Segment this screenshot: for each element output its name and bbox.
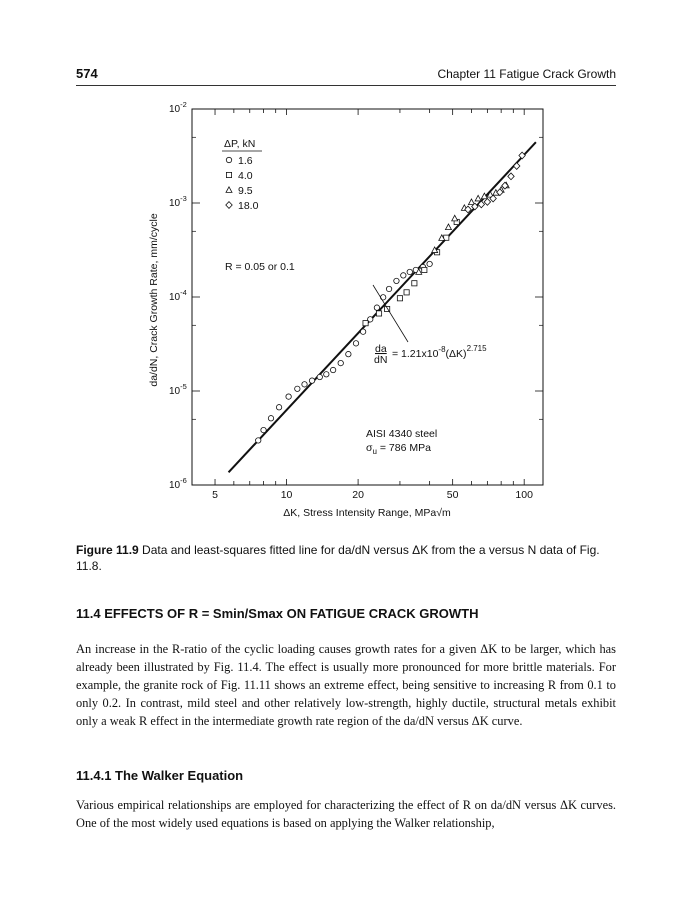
x-axis-label: ΔK, Stress Intensity Range, MPa√m: [283, 507, 451, 519]
data-point-circle: [374, 305, 379, 310]
data-point-circle: [256, 438, 261, 443]
data-point-circle: [324, 372, 329, 377]
y-tick-label: $10^{-2}$: [169, 100, 187, 115]
data-point-circle: [330, 367, 335, 372]
x-tick-label: 20: [352, 489, 364, 501]
legend-marker-triangle: [226, 187, 232, 193]
data-point-circle: [360, 329, 365, 334]
material-annotation: AISI 4340 steel: [366, 428, 438, 440]
fit-label-da: da: [375, 343, 387, 355]
data-point-circle: [268, 416, 273, 421]
chapter-title: Chapter 11 Fatigue Crack Growth: [437, 67, 616, 81]
y-axis-label: da/dN, Crack Growth Rate, mm/cycle: [148, 213, 160, 387]
data-point-square: [376, 311, 381, 316]
r-ratio-annotation: R = 0.05 or 0.1: [225, 261, 295, 273]
data-point-circle: [394, 278, 399, 283]
data-point-circle: [407, 269, 412, 274]
x-tick-label: 100: [515, 489, 533, 501]
strength-annotation: $\sigma_u = 786$ MPa: [366, 442, 431, 456]
y-tick-label: $10^{-4}$: [169, 288, 187, 303]
legend-label: 9.5: [238, 185, 253, 197]
x-axis-ticks: [192, 109, 533, 501]
page-number: 574: [76, 66, 98, 81]
y-tick-label: $10^{-5}$: [169, 382, 187, 397]
data-point-circle: [353, 341, 358, 346]
data-point-square: [397, 296, 402, 301]
data-point-square: [412, 281, 417, 286]
x-tick-label: 5: [212, 489, 218, 501]
data-point-circle: [338, 360, 343, 365]
x-tick-label: 50: [446, 489, 459, 501]
subsection-heading: 11.4.1 The Walker Equation: [76, 768, 244, 783]
data-point-circle: [309, 378, 314, 383]
y-tick-label: $10^{-3}$: [169, 194, 187, 209]
data-point-circle: [276, 405, 281, 410]
data-point-triangle: [445, 224, 451, 230]
data-point-circle: [401, 273, 406, 278]
legend-label: 1.6: [238, 155, 253, 167]
x-tick-label: 10: [280, 489, 293, 501]
data-point-circle: [302, 382, 307, 387]
section-heading: 11.4 EFFECTS OF R = Smin/Smax ON FATIGUE CRACK GROWTH: [76, 606, 479, 621]
legend-marker-diamond: [226, 202, 232, 209]
data-point-triangle: [468, 199, 474, 205]
subsection-paragraph: Various empirical relationships are employed for characterizing the effect of R on da/dN versus ΔK curves. One of the most widely used equations is based on applying the Walker relationship,: [76, 798, 616, 830]
section-paragraph: An increase in the R-ratio of the cyclic loading causes growth rates for a given ΔK to be larger, which has already been illustrated by Fig. 11.4. The effect is usually more pronounced for more brittle materials. For example, the granite rock of Fig. 11.11 shows an extreme effect, being sensitive to increasing R from 0.1 to only 0.2. In contrast, mild steel and other relatively low-strength, highly ductile, structural metals exhibit only a weak R effect in the intermediate growth rate region of the da/dN versus ΔK curve.: [76, 642, 616, 728]
data-point-circle: [261, 427, 266, 432]
data-point-square: [422, 267, 427, 272]
data-point-diamond: [513, 163, 519, 170]
data-point-circle: [346, 351, 351, 356]
legend-title: ΔP, kN: [224, 138, 256, 150]
legend-marker-circle: [226, 157, 231, 162]
data-point-circle: [295, 386, 300, 391]
data-point-square: [363, 321, 368, 326]
data-point-circle: [317, 374, 322, 379]
data-point-circle: [286, 394, 291, 399]
data-point-circle: [427, 261, 432, 266]
y-axis-ticks: [169, 100, 543, 491]
data-point-triangle: [452, 215, 458, 221]
data-point-diamond: [519, 152, 525, 159]
data-point-diamond: [484, 199, 490, 206]
data-point-triangle: [475, 195, 481, 201]
legend-label: 4.0: [238, 170, 253, 182]
fit-label-dn: dN: [374, 354, 388, 366]
y-tick-label: $10^{-6}$: [169, 476, 187, 491]
data-point-circle: [386, 286, 391, 291]
legend: [222, 138, 262, 212]
legend-label: 18.0: [238, 200, 259, 212]
figure-caption-label: Figure 11.9: [76, 543, 139, 557]
legend-marker-square: [226, 172, 231, 177]
fit-label-equation: = $1.21x10^{-8}(\Delta K)^{2.715}$: [392, 344, 487, 360]
data-point-diamond: [508, 173, 514, 180]
figure-caption: [76, 542, 616, 574]
figure-caption-text: Data and least-squares fitted line for da/dN versus ΔK from the a versus N data of Fig. 11.8.: [76, 543, 600, 573]
data-point-square: [404, 290, 409, 295]
